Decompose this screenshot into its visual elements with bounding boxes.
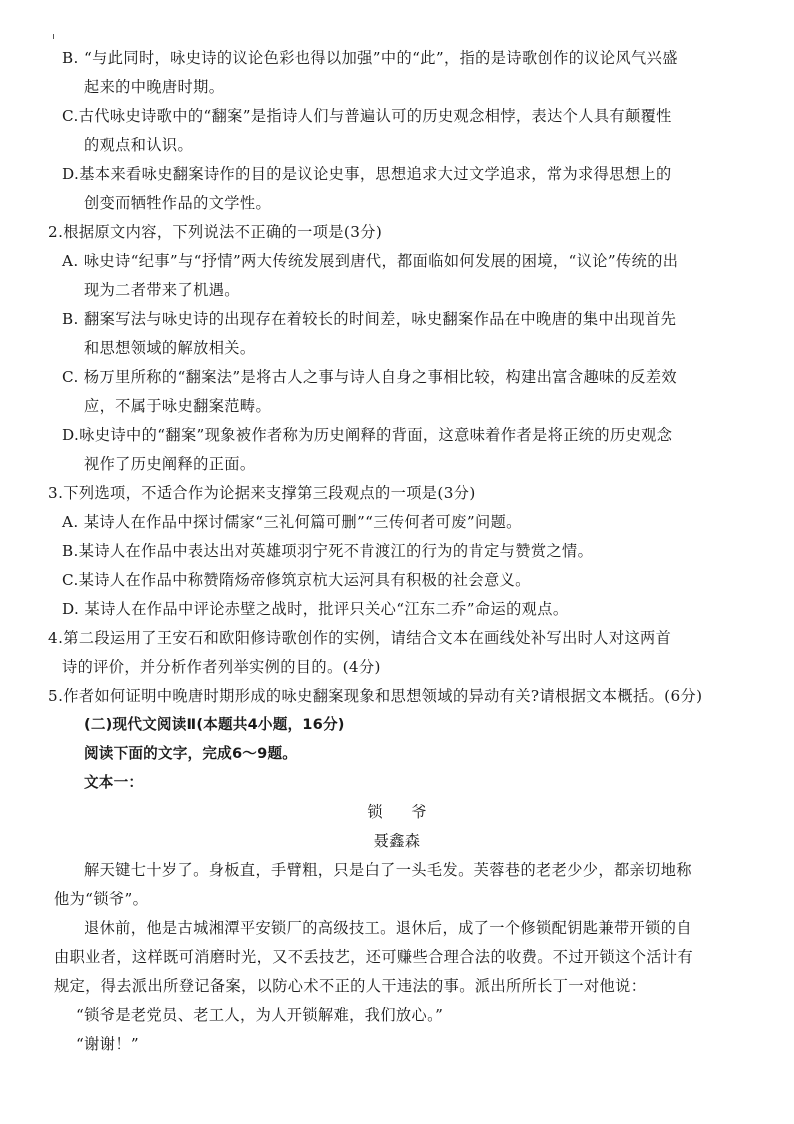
story-author: 聂鑫森: [373, 832, 421, 850]
question-5: 5.作者如何证明中晚唐时期形成的咏史翻案现象和思想领域的异动有关?请根据文本概括。(6分): [48, 687, 703, 705]
question-4-line2: 诗的评价，并分析作者列举实例的目的。(4分): [62, 658, 381, 676]
paragraph-2-line2: 由职业者，这样既可消磨时光，又不丢技艺，还可赚些合理合法的收费。不过开锁这个活计有: [54, 948, 694, 966]
q2-option-b-line1: B. 翻案写法与咏史诗的出现存在着较长的时间差，咏史翻案作品在中晚唐的集中出现首先: [62, 310, 677, 328]
q3-option-d: D. 某诗人在作品中评论赤壁之战时，批评只关心“江东二乔”命运的观点。: [62, 600, 569, 618]
q1-option-b-line1: B. “与此同时，咏史诗的议论色彩也得以加强”中的“此”，指的是诗歌创作的议论风气兴盛: [62, 49, 678, 67]
q2-option-d-line2: 视作了历史阐释的正面。: [84, 455, 256, 473]
q1-option-b-line2: 起来的中晚唐时期。: [84, 78, 225, 96]
q1-option-d-line2: 创变而牺牲作品的文学性。: [84, 194, 272, 212]
paragraph-4: “谢谢！”: [76, 1035, 140, 1053]
story-title: 锁 爷: [367, 803, 439, 821]
q1-option-c-line2: 的观点和认识。: [84, 136, 194, 154]
q2-option-b-line2: 和思想领域的解放相关。: [84, 339, 256, 357]
q3-option-a: A. 某诗人在作品中探讨儒家“三礼何篇可删”“三传何者可废”问题。: [62, 513, 522, 531]
section-heading: (二)现代文阅读Ⅱ(本题共4小题，16分): [84, 716, 345, 733]
text-one-label: 文本一：: [84, 774, 144, 791]
q1-option-c-line1: C.古代咏史诗歌中的“翻案”是指诗人们与普遍认可的历史观念相悖，表达个人具有颠覆性: [62, 107, 672, 125]
q1-option-d-line1: D.基本来看咏史翻案诗作的目的是议论史事，思想追求大过文学追求，常为求得思想上的: [62, 165, 672, 183]
paragraph-1-line2: 他为“锁爷”。: [54, 890, 149, 908]
question-2-stem: 2.根据原文内容，下列说法不正确的一项是(3分): [48, 223, 383, 241]
paragraph-2-line1: 退休前，他是古城湘潭平安锁厂的高级技工。退休后，成了一个修锁配钥匙兼带开锁的自: [84, 919, 692, 937]
paragraph-3: “锁爷是老党员、老工人，为人开锁解难，我们放心。”: [76, 1006, 444, 1024]
scan-mark: [53, 34, 54, 39]
reading-instruction: 阅读下面的文字，完成6～9题。: [84, 745, 298, 762]
question-3-stem: 3.下列选项，不适合作为论据来支撑第三段观点的一项是(3分): [48, 484, 476, 502]
q2-option-a-line1: A. 咏史诗“纪事”与“抒情”两大传统发展到唐代，都面临如何发展的困境，“议论”传统的出: [62, 252, 679, 270]
paragraph-2-line3: 规定，得去派出所登记备案，以防心术不正的人干违法的事。派出所所长丁一对他说：: [54, 977, 647, 995]
q2-option-c-line2: 应，不属于咏史翻案范畴。: [84, 397, 272, 415]
question-4-line1: 4.第二段运用了王安石和欧阳修诗歌创作的实例，请结合文本在画线处补写出时人对这两首: [48, 629, 672, 647]
q3-option-c: C.某诗人在作品中称赞隋炀帝修筑京杭大运河具有积极的社会意义。: [62, 571, 531, 589]
paragraph-1-line1: 解天键七十岁了。身板直，手臂粗，只是白了一头毛发。芙蓉巷的老老少少，都亲切地称: [84, 861, 692, 879]
q2-option-a-line2: 现为二者带来了机遇。: [84, 281, 240, 299]
q2-option-d-line1: D.咏史诗中的“翻案”现象被作者称为历史阐释的背面，这意味着作者是将正统的历史观念: [62, 426, 673, 444]
q2-option-c-line1: C. 杨万里所称的“翻案法”是将古人之事与诗人自身之事相比较，构建出富含趣味的反差效: [62, 368, 677, 386]
q3-option-b: B.某诗人在作品中表达出对英雄项羽宁死不肯渡江的行为的肯定与赞赏之情。: [62, 542, 594, 560]
